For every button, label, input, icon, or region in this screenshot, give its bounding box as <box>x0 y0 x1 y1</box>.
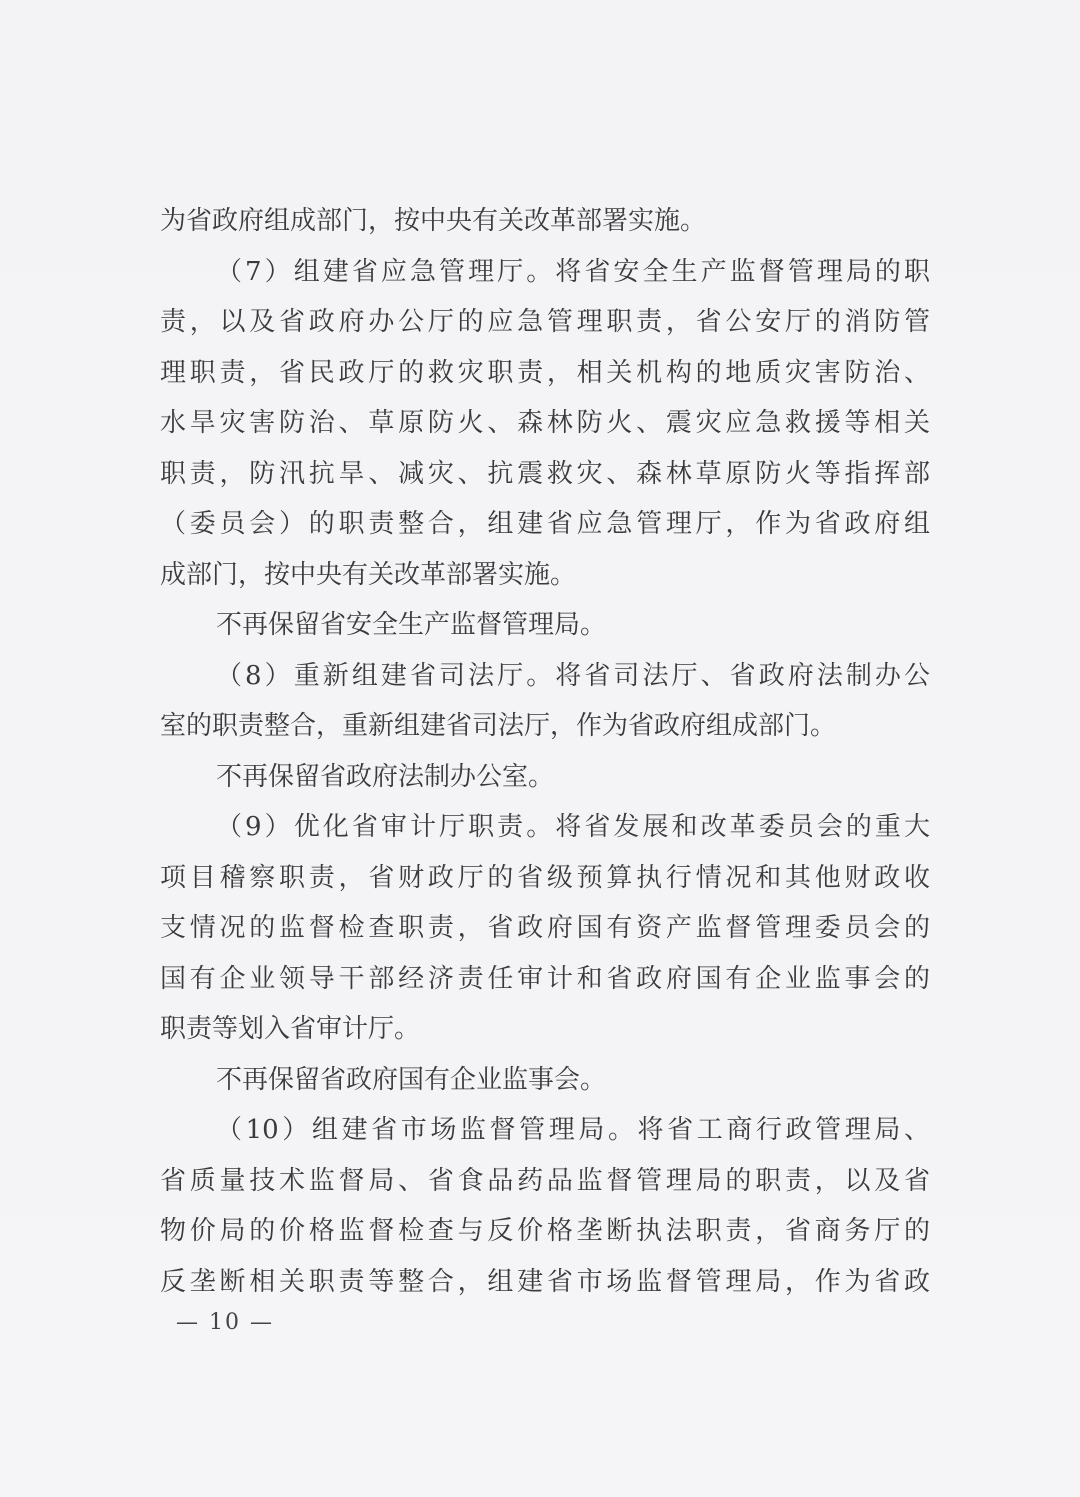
page-number: — 10 — <box>176 1310 274 1335</box>
text-line: 理职责，省民政厅的救灾职责，相关机构的地质灾害防治、 <box>160 357 930 388</box>
text-line: 水旱灾害防治、草原防火、森林防火、震灾应急救援等相关 <box>160 408 930 438</box>
text-line: （9）优化省审计厅职责。将省发展和改革委员会的重大 <box>216 812 930 842</box>
text-line: 为省政府组成部门，按中央有关改革部署实施。 <box>160 206 707 236</box>
text-line: 项目稽察职责，省财政厅的省级预算执行情况和其他财政收 <box>160 862 930 893</box>
text-line: 职责，防汛抗旱、减灾、抗震救灾、森林草原防火等指挥部 <box>160 458 930 489</box>
text-line: 不再保留省政府法制办公室。 <box>216 761 555 792</box>
text-line: 成部门，按中央有关改革部署实施。 <box>160 559 577 590</box>
body-text <box>160 196 930 1307</box>
text-line: 国有企业领导干部经济责任审计和省政府国有企业监事会的 <box>160 963 930 994</box>
text-line: （7）组建省应急管理厅。将省安全生产监督管理局的职 <box>216 256 930 287</box>
text-line: 责，以及省政府办公厅的应急管理职责，省公安厅的消防管 <box>160 307 930 337</box>
text-line: 不再保留省安全生产监督管理局。 <box>216 610 607 640</box>
text-line: 物价局的价格监督检查与反价格垄断执法职责，省商务厅的 <box>160 1216 930 1246</box>
text-line: 职责等划入省审计厅。 <box>160 1014 421 1044</box>
text-line: 省质量技术监督局、省食品药品监督管理局的职责，以及省 <box>160 1165 930 1196</box>
text-line: （10）组建省市场监督管理局。将省工商行政管理局、 <box>216 1115 930 1145</box>
text-line: 室的职责整合，重新组建省司法厅，作为省政府组成部门。 <box>160 711 837 741</box>
text-line: （8）重新组建省司法厅。将省司法厅、省政府法制办公 <box>216 660 930 691</box>
text-line: 不再保留省政府国有企业监事会。 <box>216 1064 607 1095</box>
text-line: 支情况的监督检查职责，省政府国有资产监督管理委员会的 <box>160 913 930 943</box>
text-line: （委员会）的职责整合，组建省应急管理厅，作为省政府组 <box>160 509 930 539</box>
text-line: 反垄断相关职责等整合，组建省市场监督管理局，作为省政 <box>160 1266 930 1297</box>
